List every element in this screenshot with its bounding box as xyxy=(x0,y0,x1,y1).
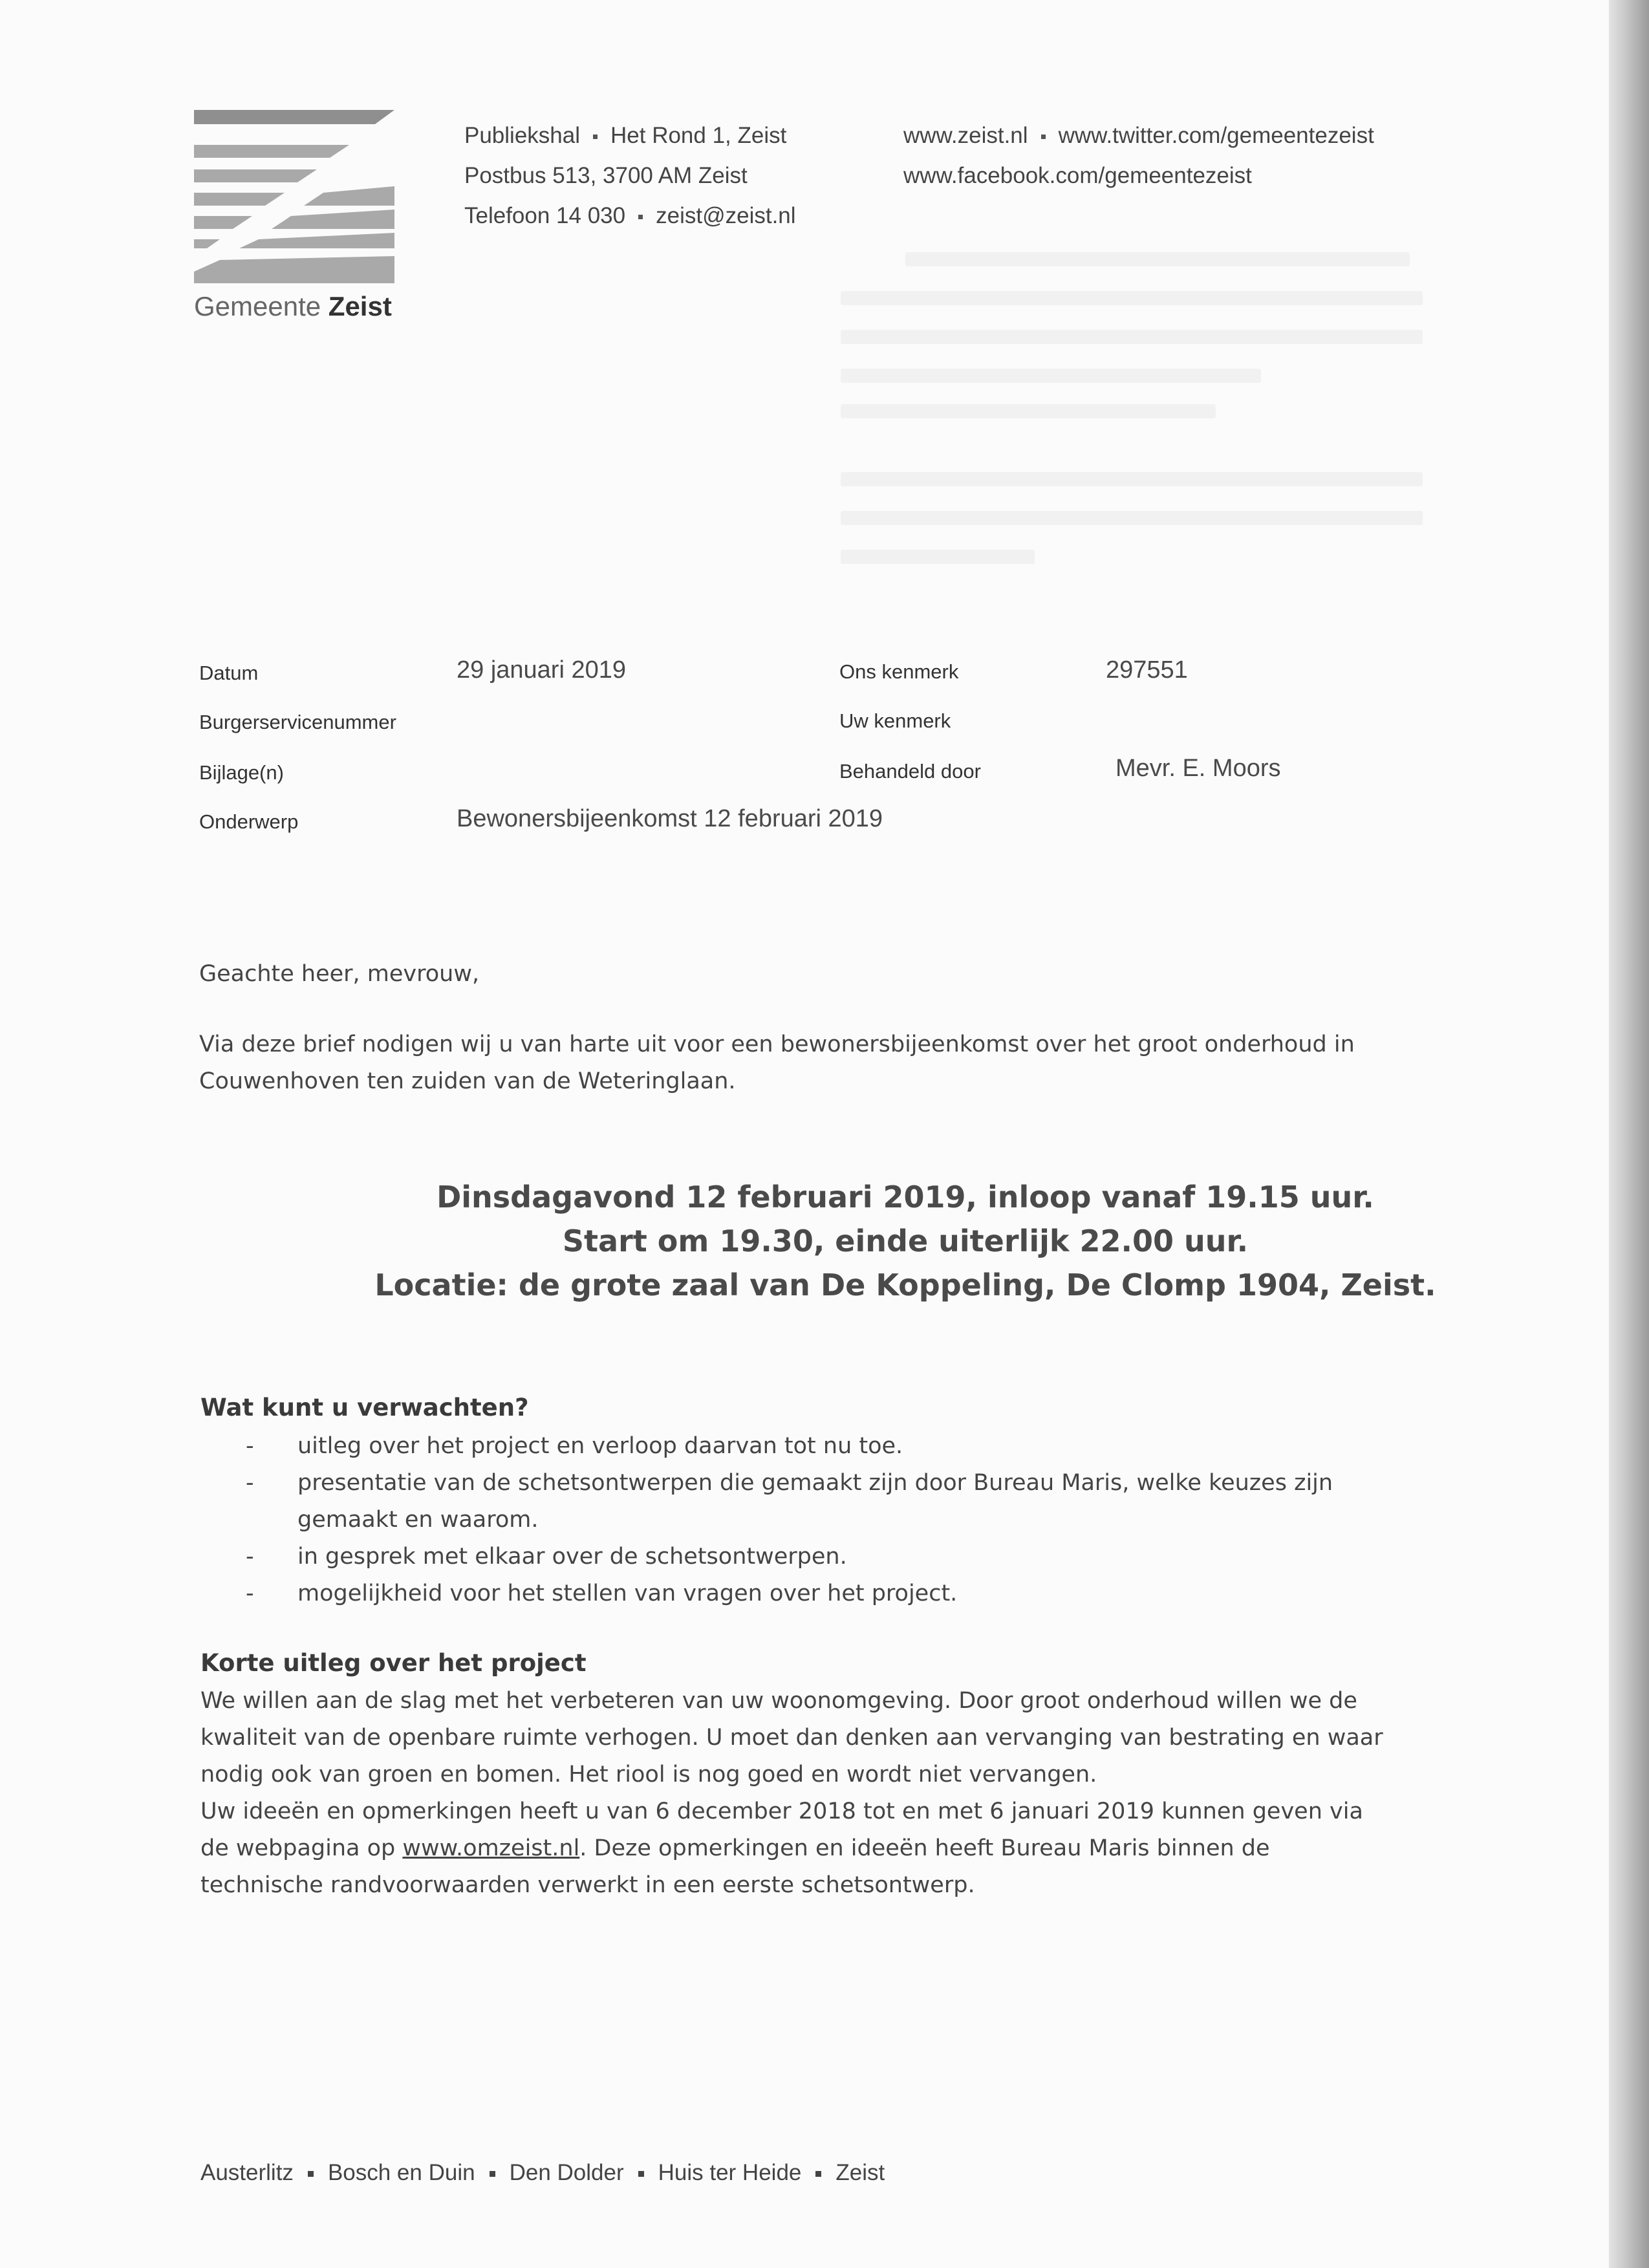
event-location-line: Locatie: de grote zaal van De Koppeling, De Clomp 1904, Zeist. xyxy=(374,1268,1436,1302)
list-item: - mogelijkheid voor het stellen van vragen over het project. xyxy=(246,1581,958,1606)
expect-list xyxy=(246,1428,1333,1612)
footer-places xyxy=(200,2160,885,2186)
footer-place: Bosch en Duin xyxy=(327,2160,475,2185)
footer-place: Austerlitz xyxy=(200,2160,294,2185)
list-item-continuation: gemaakt en waarom. xyxy=(297,1507,539,1533)
datum-label: Datum xyxy=(199,662,259,684)
address-line: Publiekshal Het Rond 1, Zeist xyxy=(464,123,787,148)
list-item: - uitleg over het project en verloop daarvan tot nu toe. xyxy=(246,1433,903,1459)
scan-edge-shadow xyxy=(1609,0,1649,2268)
footer-place: Zeist xyxy=(835,2160,885,2185)
separator-dot-icon xyxy=(1041,135,1046,139)
logo-wordmark xyxy=(194,291,392,322)
bleed-through xyxy=(841,404,1216,418)
uw-kenmerk-label: Uw kenmerk xyxy=(839,709,951,732)
project-paragraph: We willen aan de slag met het verbeteren van uw woonomgeving. Door groot onderhoud willen we de kwaliteit van de openbare ruimte verhogen. U moet dan denken aan vervanging van bestrating en waar nodig ook van groen en bomen. Het riool is nog goed en wordt niet vervangen. Uw ideeën en opmerkingen heeft u van 6 december 2018 tot en met 6 januari 2019 kunnen geven via de webpagina op www.omzeist.nl. Deze opmerkingen en ideeën heeft Bureau Maris binnen de technische randvoorwaarden verwerkt in een eerste schetsontwerp. xyxy=(200,1688,1383,1898)
ons-kenmerk-value: 297551 xyxy=(1106,656,1188,684)
twitter-link[interactable]: www.twitter.com/gemeentezeist xyxy=(1058,123,1374,148)
separator-square-icon xyxy=(308,2171,314,2177)
list-item: - in gesprek met elkaar over de schetsontwerpen. xyxy=(246,1544,847,1570)
onderwerp-value: Bewonersbijeenkomst 12 februari 2019 xyxy=(457,805,883,832)
bleed-through xyxy=(841,511,1423,525)
project-heading: Korte uitleg over het project xyxy=(200,1649,587,1677)
bleed-through xyxy=(905,252,1410,266)
footer-place: Huis ter Heide xyxy=(658,2160,802,2185)
bsn-label: Burgerservicenummer xyxy=(199,711,396,733)
separator-square-icon xyxy=(815,2171,821,2177)
bijlage-label: Bijlage(n) xyxy=(199,761,284,784)
web-links-line xyxy=(903,123,1374,149)
bleed-through xyxy=(841,330,1423,344)
postbus-line: Postbus 513, 3700 AM Zeist xyxy=(464,163,748,188)
logo-name: Gemeente xyxy=(194,291,321,321)
bleed-through xyxy=(841,369,1261,383)
salutation: Geachte heer, mevrouw, xyxy=(199,961,480,987)
separator-square-icon xyxy=(490,2171,495,2177)
phone-email-line: Telefoon 14 030 zeist@zeist.nl xyxy=(464,203,796,228)
logo-city: Zeist xyxy=(328,291,392,321)
event-date-line: Dinsdagavond 12 februari 2019, inloop vanaf 19.15 uur. xyxy=(436,1180,1374,1215)
bleed-through xyxy=(841,291,1423,305)
event-details xyxy=(194,1175,1617,1307)
onderwerp-label: Onderwerp xyxy=(199,810,299,833)
event-time-line: Start om 19.30, einde uiterlijk 22.00 uur. xyxy=(562,1224,1249,1258)
gemeente-zeist-logo-icon xyxy=(194,110,400,283)
intro-paragraph: Via deze brief nodigen wij u van harte uit voor een bewonersbijeenkomst over het groot onderhoud in Couwenhoven ten zuiden van de Weteringlaan. xyxy=(199,1031,1355,1094)
separator-dot-icon xyxy=(638,215,643,219)
website-link[interactable]: www.zeist.nl xyxy=(903,123,1028,148)
omzeist-link[interactable]: www.omzeist.nl xyxy=(402,1835,580,1861)
list-item: - presentatie van de schetsontwerpen die gemaakt zijn door Bureau Maris, welke keuzes zijn xyxy=(246,1470,1333,1496)
expect-heading: Wat kunt u verwachten? xyxy=(200,1394,529,1421)
footer-place: Den Dolder xyxy=(509,2160,624,2185)
datum-value: 29 januari 2019 xyxy=(457,656,626,684)
behandeld-label: Behandeld door xyxy=(839,760,981,783)
ons-kenmerk-label: Ons kenmerk xyxy=(839,660,959,683)
separator-dot-icon xyxy=(593,135,598,139)
bleed-through xyxy=(841,472,1423,486)
email-link[interactable]: zeist@zeist.nl xyxy=(656,203,796,228)
facebook-link[interactable]: www.facebook.com/gemeentezeist xyxy=(903,163,1252,188)
separator-square-icon xyxy=(638,2171,644,2177)
bleed-through xyxy=(841,550,1035,564)
behandeld-value: Mevr. E. Moors xyxy=(1116,755,1281,782)
